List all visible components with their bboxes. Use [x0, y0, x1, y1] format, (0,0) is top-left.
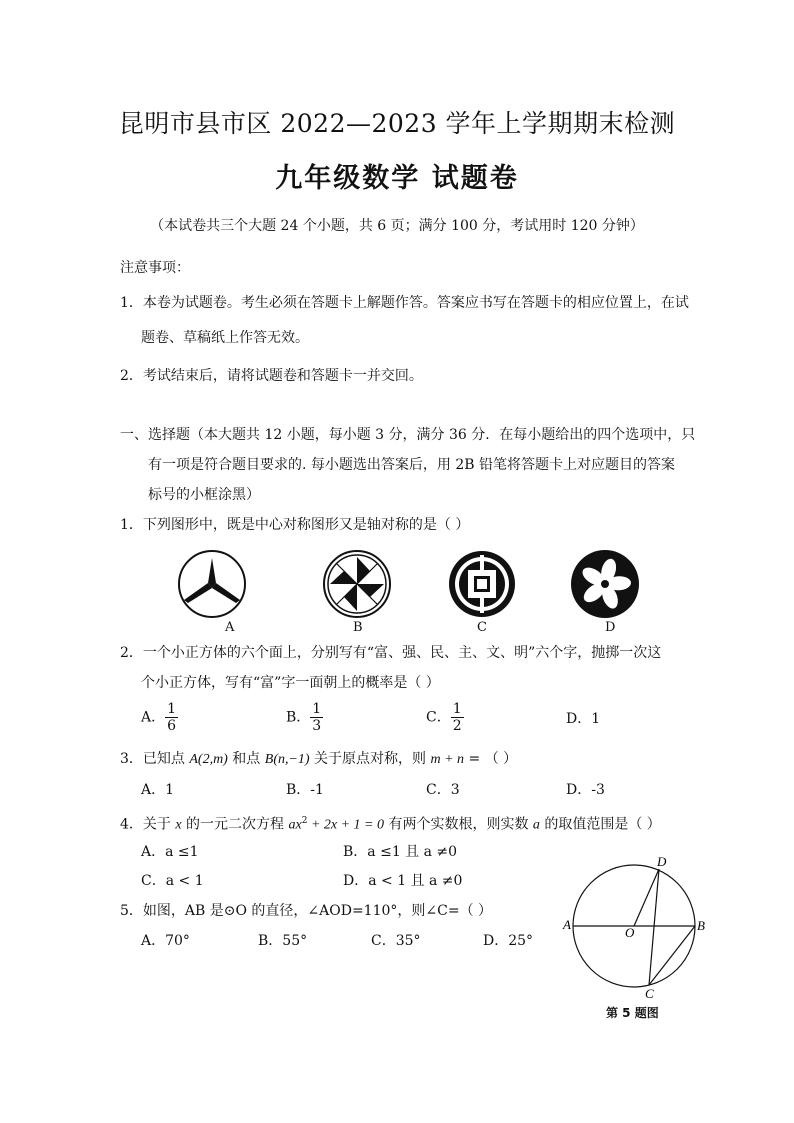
notice-heading: 注意事项： [120, 260, 190, 276]
q4-stem: 4．关于 x 的一元二次方程 $ax^2 + 2x + 1 = 0$ 有两个实数根，则实数 a 的取值范围是（ ） [120, 816, 661, 833]
point-b-label: B [697, 918, 705, 933]
point-o-label: O [625, 925, 635, 940]
q5-figure-caption: 第 5 题图 [606, 1006, 659, 1020]
segment-dc [649, 869, 659, 985]
q2-option-c: C． $\frac{1}{2}$ [426, 701, 462, 734]
figure-c-coin [449, 551, 515, 617]
exam-subtitle: 九年级数学 试题卷 [275, 163, 519, 194]
exam-title: 昆明市县市区 2022—2023 学年上学期期末检测 [118, 109, 676, 138]
notice-item-2: 2．考试结束后，请将试题卷和答题卡一并交回。 [120, 368, 423, 384]
figure-a-three-point-star [179, 551, 245, 617]
q4-option-a: A．a ≤1 [141, 844, 199, 860]
q1-label-b: B [353, 620, 363, 635]
q1-label-d: D [605, 620, 616, 635]
notice-item-1-line-2: 题卷、草稿纸上作答无效。 [141, 330, 309, 346]
point-c-label: C [645, 986, 654, 1001]
figure-b-pinwheel [324, 551, 390, 617]
figure-d-bauhinia-flower [571, 550, 639, 618]
q5-option-d: D．25° [483, 933, 534, 949]
q1-label-a: A [225, 620, 235, 635]
q1-label-c: C [477, 620, 487, 635]
q5-option-c: C．35° [371, 933, 421, 949]
q3-option-a: A．1 [141, 782, 175, 798]
q4-option-b: B．a ≤1 且 a ≠0 [343, 844, 458, 860]
segment-cb [649, 926, 695, 985]
q5-option-b: B．55° [258, 933, 308, 949]
q2-stem-line-2: 个小正方体，写有“富”字一面朝上的概率是（ ） [141, 675, 440, 691]
q2-option-b: B． $\frac{1}{3}$ [286, 701, 322, 734]
q2-option-d: D．1 [566, 711, 601, 727]
section-1-line-1: 一、选择题（本大题共 12 小题，每小题 3 分，满分 36 分．在每小题给出的四个选项中，只 [120, 427, 696, 443]
q4-option-d: D．a < 1 且 a ≠0 [343, 873, 463, 889]
section-1-line-3: 标号的小框涂黑） [148, 487, 260, 503]
q3-option-b: B．-1 [286, 782, 324, 798]
q5-option-a: A．70° [141, 933, 190, 949]
q2-option-a: A． $\frac{1}{6}$ [141, 701, 177, 734]
q5-circle-figure [555, 852, 715, 1002]
q3-stem: 3．已知点 A(2,m) 和点 B(n,−1) 关于原点对称，则 m + n = （ ） [120, 751, 518, 767]
section-1-line-2: 有一项是符合题目要求的. 每小题选出答案后，用 2B 铅笔将答题卡上对应题目的答案 [148, 457, 675, 473]
q1-figures [170, 545, 640, 625]
q5-stem: 5．如图，AB 是⊙O 的直径，∠AOD=110°，则∠C=（ ） [120, 903, 493, 919]
notice-item-1-line-1: 1．本卷为试题卷。考生必须在答题卡上解题作答。答案应书写在答题卡的相应位置上，在试 [120, 295, 689, 311]
q3-option-c: C．3 [426, 782, 460, 798]
q3-option-d: D．-3 [566, 782, 605, 798]
q4-option-c: C．a < 1 [141, 873, 204, 889]
exam-info: （本试卷共三个大题 24 个小题，共 6 页；满分 100 分，考试用时 120 分钟） [150, 218, 644, 234]
point-a-label: A [563, 917, 571, 932]
q1-stem: 1．下列图形中，既是中心对称图形又是轴对称的是（ ） [120, 517, 470, 533]
q2-stem-line-1: 2．一个小正方体的六个面上，分别写有“富、强、民、主、文、明”六个字，抛掷一次这 [120, 645, 662, 661]
point-d-label: D [657, 854, 667, 869]
